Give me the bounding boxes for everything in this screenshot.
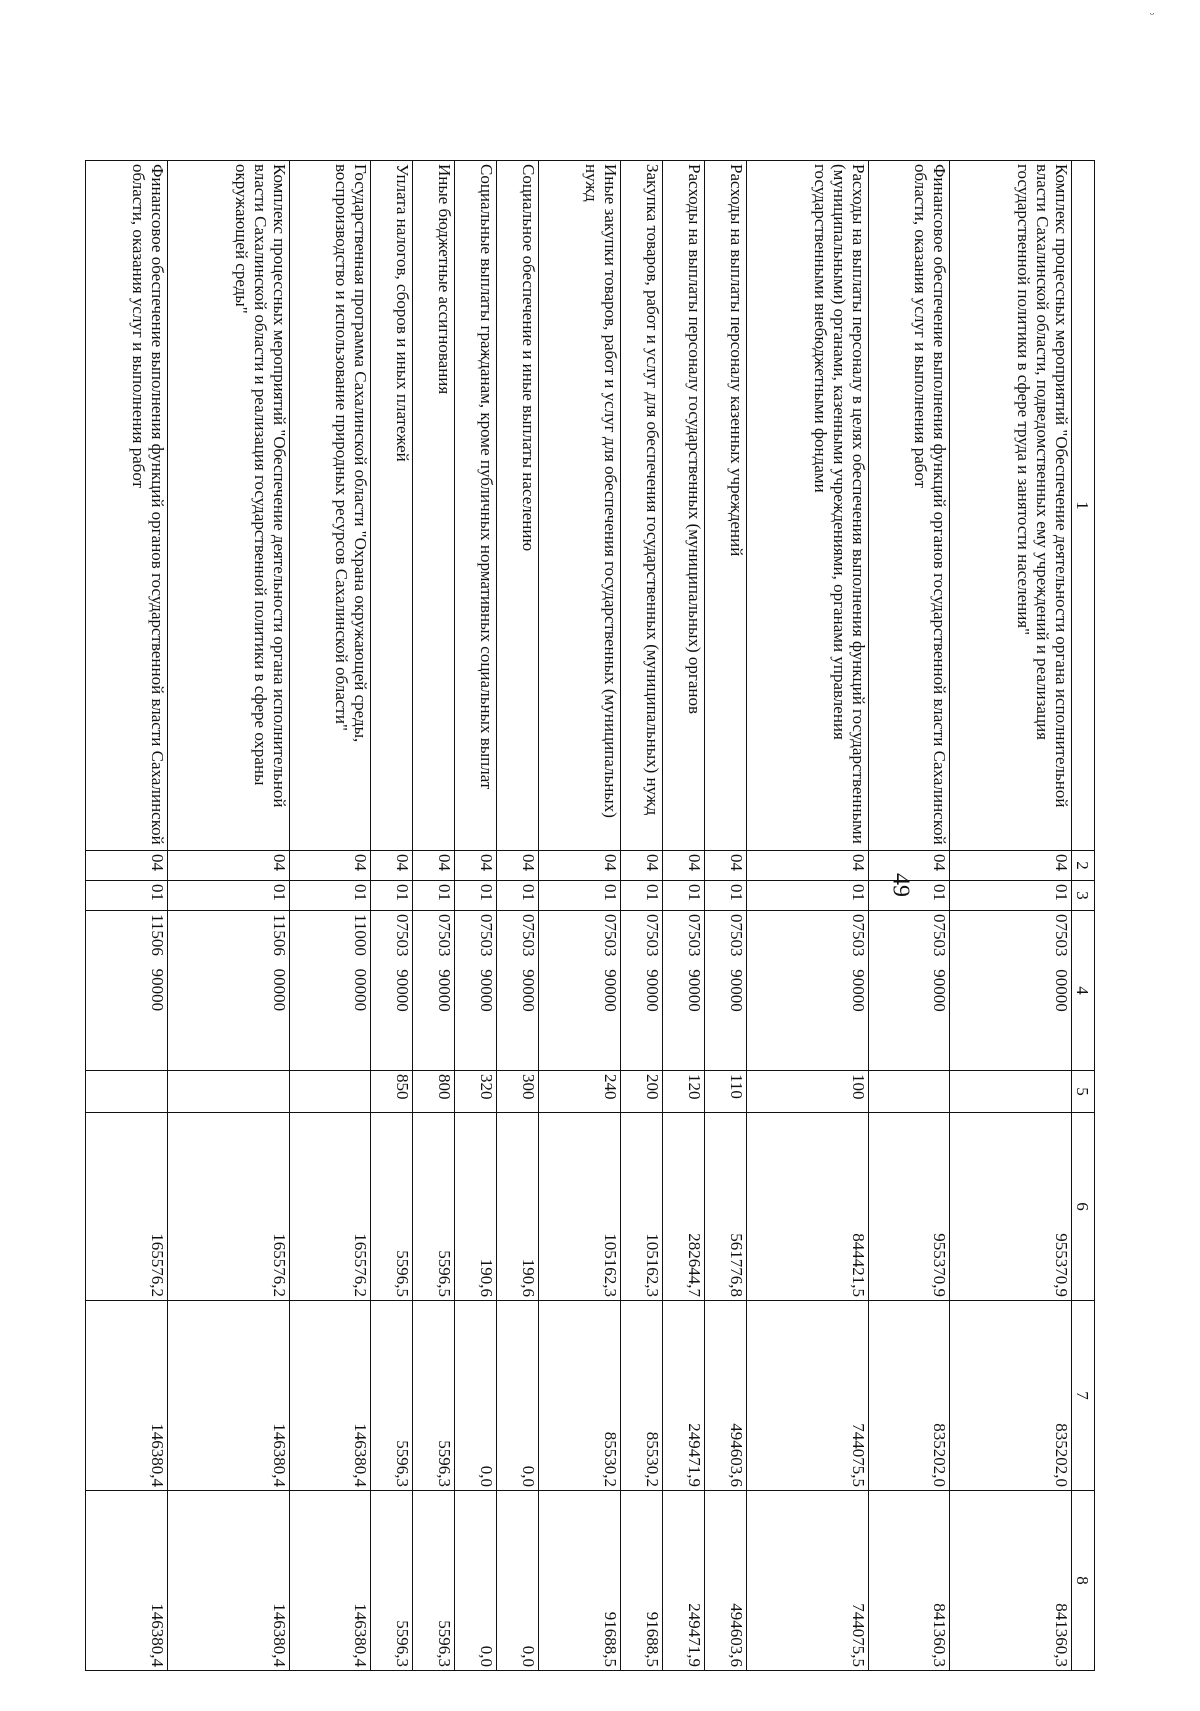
row-code-3: 01	[620, 881, 662, 911]
row-code-2: 04	[539, 851, 621, 881]
row-code-5: 120	[662, 1071, 704, 1113]
row-code-2: 04	[86, 851, 168, 881]
row-value-7: 5596,3	[371, 1301, 413, 1491]
row-value-6: 190,6	[455, 1113, 497, 1301]
row-value-8: 91688,5	[620, 1491, 662, 1671]
row-code-2: 04	[746, 851, 868, 881]
row-code-5	[950, 1071, 1072, 1113]
row-value-7: 5596,3	[413, 1301, 455, 1491]
row-code-3: 01	[86, 881, 168, 911]
row-name: Комплекс процессных мероприятий "Обеспечение деятельности органа исполнительной власти Сахалинской области и реализация государственной политики в сфере охраны окружающей среды"	[167, 161, 289, 851]
table-row	[497, 161, 539, 1671]
row-name: Финансовое обеспечение выполнения функций органов государственной власти Сахалинской области, оказания услуг и выполнения работ	[86, 161, 168, 851]
row-value-7: 494603,6	[704, 1301, 746, 1491]
row-code-2: 04	[950, 851, 1072, 881]
row-name: Социальное обеспечение и иные выплаты населению	[497, 161, 539, 851]
table-row	[620, 161, 662, 1671]
row-value-8: 146380,4	[86, 1491, 168, 1671]
row-value-7: 249471,9	[662, 1301, 704, 1491]
row-value-7: 835202,0	[868, 1301, 950, 1491]
budget-sheet	[85, 160, 1095, 1670]
row-code-3: 01	[662, 881, 704, 911]
row-code-2: 04	[497, 851, 539, 881]
row-value-6: 844421,5	[746, 1113, 868, 1301]
table-row	[950, 161, 1072, 1671]
header-cell: 4	[1072, 911, 1095, 1071]
row-code-5: 300	[497, 1071, 539, 1113]
row-code-5: 240	[539, 1071, 621, 1113]
row-value-6: 190,6	[497, 1113, 539, 1301]
table-row	[662, 161, 704, 1671]
row-code-4: 07503 90000	[497, 911, 539, 1071]
row-code-4: 11000 00000	[289, 911, 371, 1071]
row-name: Закупка товаров, работ и услуг для обеспечения государственных (муниципальных) нужд	[620, 161, 662, 851]
row-value-8: 0,0	[455, 1491, 497, 1671]
row-name: Расходы на выплаты персоналу казенных учреждений	[704, 161, 746, 851]
header-cell: 3	[1072, 881, 1095, 911]
row-code-3: 01	[167, 881, 289, 911]
row-value-7: 146380,4	[86, 1301, 168, 1491]
row-name: Государственная программа Сахалинской области "Охрана окружающей среды, воспроизводство и использование природных ресурсов Сахалинской области"	[289, 161, 371, 851]
row-code-3: 01	[413, 881, 455, 911]
row-code-3: 01	[371, 881, 413, 911]
row-value-6: 105162,3	[620, 1113, 662, 1301]
page-number: 49	[887, 873, 914, 897]
row-value-6: 165576,2	[167, 1113, 289, 1301]
budget-table	[85, 160, 1095, 1671]
table-row	[704, 161, 746, 1671]
row-code-4: 07503 00000	[950, 911, 1072, 1071]
row-value-6: 282644,7	[662, 1113, 704, 1301]
row-value-6: 955370,9	[868, 1113, 950, 1301]
row-value-7: 835202,0	[950, 1301, 1072, 1491]
row-code-2: 04	[620, 851, 662, 881]
row-code-4: 07503 90000	[455, 911, 497, 1071]
row-value-6: 165576,2	[289, 1113, 371, 1301]
row-code-3: 01	[455, 881, 497, 911]
row-code-5	[86, 1071, 168, 1113]
header-cell: 1	[1072, 161, 1095, 851]
row-code-4: 07503 90000	[746, 911, 868, 1071]
row-code-5: 850	[371, 1071, 413, 1113]
row-code-3: 01	[539, 881, 621, 911]
row-name: Комплекс процессных мероприятий "Обеспечение деятельности органа исполнительной власти Сахалинской области, подведомственных ему учреждений и реализация государственной политики в сфере труда и занятости населения"	[950, 161, 1072, 851]
row-name: Расходы на выплаты персоналу государственных (муниципальных) органов	[662, 161, 704, 851]
row-value-8: 146380,4	[167, 1491, 289, 1671]
row-value-8: 744075,5	[746, 1491, 868, 1671]
row-code-4: 07503 90000	[704, 911, 746, 1071]
row-code-4: 07503 90000	[662, 911, 704, 1071]
row-code-2: 04	[289, 851, 371, 881]
row-code-3: 01	[289, 881, 371, 911]
row-value-7: 146380,4	[167, 1301, 289, 1491]
row-name: Расходы на выплаты персоналу в целях обеспечения выполнения функций государственными (муниципальными) органами, казенными учреждениями, органами управления государственными внебюджетными фондами	[746, 161, 868, 851]
row-name: Финансовое обеспечение выполнения функций органов государственной власти Сахалинской области, оказания услуг и выполнения работ	[868, 161, 950, 851]
row-code-4: 07503 90000	[413, 911, 455, 1071]
row-name: Социальные выплаты гражданам, кроме публичных нормативных социальных выплат	[455, 161, 497, 851]
row-value-8: 91688,5	[539, 1491, 621, 1671]
row-code-4: 07503 90000	[371, 911, 413, 1071]
row-code-3: 01	[497, 881, 539, 911]
row-code-2: 04	[413, 851, 455, 881]
row-value-7: 85530,2	[539, 1301, 621, 1491]
row-code-4: 07503 90000	[620, 911, 662, 1071]
row-code-3: 01	[868, 881, 950, 911]
row-value-8: 494603,6	[704, 1491, 746, 1671]
row-value-6: 105162,3	[539, 1113, 621, 1301]
row-code-2: 04	[662, 851, 704, 881]
table-row	[539, 161, 621, 1671]
row-value-8: 249471,9	[662, 1491, 704, 1671]
row-name: Иные закупки товаров, работ и услуг для обеспечения государственных (муниципальных) нужд	[539, 161, 621, 851]
row-value-7: 744075,5	[746, 1301, 868, 1491]
table-row	[455, 161, 497, 1671]
row-code-5: 200	[620, 1071, 662, 1113]
row-value-7: 146380,4	[289, 1301, 371, 1491]
row-value-8: 5596,3	[413, 1491, 455, 1671]
row-code-3: 01	[704, 881, 746, 911]
row-code-5	[167, 1071, 289, 1113]
row-code-5	[868, 1071, 950, 1113]
row-value-7: 0,0	[497, 1301, 539, 1491]
row-code-4: 11506 00000	[167, 911, 289, 1071]
row-value-8: 841360,3	[868, 1491, 950, 1671]
row-code-2: 04	[371, 851, 413, 881]
row-name: Уплата налогов, сборов и иных платежей	[371, 161, 413, 851]
row-code-2: 04	[167, 851, 289, 881]
header-cell: 7	[1072, 1301, 1095, 1491]
corner-mark: ᵕ	[1150, 8, 1155, 23]
row-code-5: 100	[746, 1071, 868, 1113]
header-row	[1072, 161, 1095, 1671]
table-row	[289, 161, 371, 1671]
row-code-2: 04	[868, 851, 950, 881]
row-value-8: 5596,3	[371, 1491, 413, 1671]
row-code-2: 04	[704, 851, 746, 881]
row-value-8: 841360,3	[950, 1491, 1072, 1671]
row-value-6: 5596,5	[413, 1113, 455, 1301]
row-code-2: 04	[455, 851, 497, 881]
row-value-6: 5596,5	[371, 1113, 413, 1301]
header-cell: 6	[1072, 1113, 1095, 1301]
header-cell: 8	[1072, 1491, 1095, 1671]
row-code-5: 320	[455, 1071, 497, 1113]
row-value-8: 146380,4	[289, 1491, 371, 1671]
table-row	[167, 161, 289, 1671]
row-code-4: 11506 90000	[86, 911, 168, 1071]
row-value-7: 0,0	[455, 1301, 497, 1491]
table-row	[371, 161, 413, 1671]
row-value-6: 561776,8	[704, 1113, 746, 1301]
row-code-5	[289, 1071, 371, 1113]
header-cell: 2	[1072, 851, 1095, 881]
table-row	[868, 161, 950, 1671]
row-code-4: 07503 90000	[868, 911, 950, 1071]
table-row	[413, 161, 455, 1671]
row-code-5: 110	[704, 1071, 746, 1113]
row-value-6: 955370,9	[950, 1113, 1072, 1301]
table-row	[86, 161, 168, 1671]
row-value-8: 0,0	[497, 1491, 539, 1671]
table-row	[746, 161, 868, 1671]
row-code-4: 07503 90000	[539, 911, 621, 1071]
row-value-6: 165576,2	[86, 1113, 168, 1301]
row-code-3: 01	[950, 881, 1072, 911]
row-code-5: 800	[413, 1071, 455, 1113]
row-code-3: 01	[746, 881, 868, 911]
row-name: Иные бюджетные ассигнования	[413, 161, 455, 851]
row-value-7: 85530,2	[620, 1301, 662, 1491]
header-cell: 5	[1072, 1071, 1095, 1113]
